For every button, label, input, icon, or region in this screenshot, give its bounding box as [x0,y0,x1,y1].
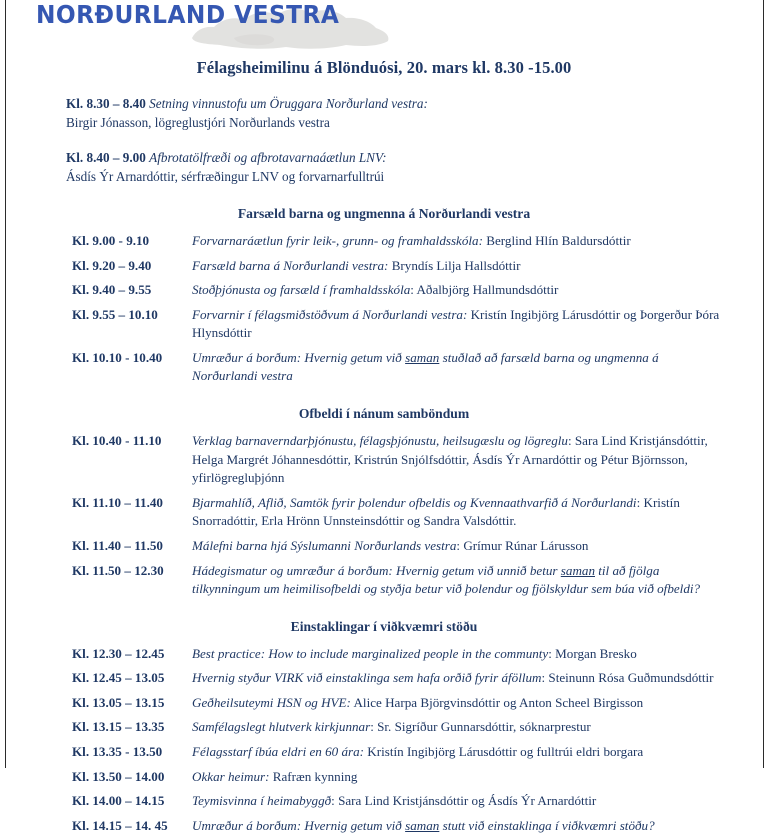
agenda-row [72,232,722,251]
intro-sessions [26,94,742,186]
session-topic-emphasis: saman [405,349,440,365]
session-speakers: Kristín Ingibjörg Lárusdóttir og Þorgerður Þóra Hlynsdóttir [192,306,720,341]
agenda-row [72,306,722,343]
session-topic: Forvarnir í félagsmiðstöðvum á Norðurlandi vestra: [192,306,468,322]
session-topic: Bjarmahlíð, Aflið, Samtök fyrir þolendur ofbeldis og Kvennaathvarfið á Norðurlandi [192,494,637,510]
session-time: Kl. 14.15 – 14. 45 [72,817,168,833]
session-time: Kl. 8.40 – 9.00 [66,150,146,165]
session-topic: Hádegismatur og umræður á borðum: Hvernig getum við unnið betur [192,562,561,578]
session-topic-emphasis: saman [560,562,595,578]
session-time: Kl. 9.00 - 9.10 [72,233,150,248]
session-topic: Forvarnaráætlun fyrir leik-, grunn- og framhaldsskóla: [192,233,483,248]
session-time: Kl. 13.50 – 14.00 [72,768,165,784]
agenda-row [72,817,722,835]
session-time: Kl. 9.20 – 9.40 [72,257,152,273]
session-description [192,349,722,386]
session-topic: Farsæld barna á Norðurlandi vestra: [192,257,389,273]
agenda-list [26,645,742,835]
session-topic: Umræður á borðum: Hvernig getum við [192,817,406,833]
agenda-row [72,645,722,664]
session-topic-emphasis: saman [405,817,440,833]
agenda-list [26,232,742,386]
agenda-row [72,669,722,688]
session-time: Kl. 12.45 – 13.05 [72,670,165,686]
session-topic: Teymisvinna í heimabyggð [192,793,332,809]
session-speakers: : Sr. Sigríður Gunnarsdóttir, sóknarprestur [370,719,591,735]
session-description [192,792,722,811]
session-topic: Okkar heimur: [192,768,270,784]
session-speakers: Birgir Jónasson, lögreglustjóri Norðurlands vestra [66,115,330,130]
session-description [192,817,722,835]
session-speakers: : Sara Lind Kristjánsdóttir, Helga Margrét Jóhannesdóttir, Kristrún Snjólfsdóttir, Ásdís Ýr Arnardóttir og Pétur Björnsson, yfirlögregluþjónn [192,433,708,486]
session-time: Kl. 13.15 – 13.35 [72,719,165,735]
agenda-row [72,768,722,787]
session-topic-cont: stuðlað að farsæld barna og ungmenna á Norðurlandi vestra [192,349,659,384]
session-topic: Hvernig styður VIRK við einstaklinga sem hafa orðið fyrir áföllum [192,670,542,686]
agenda-row [72,537,722,556]
session-topic: Samfélagslegt hlutverk kirkjunnar [192,719,371,735]
agenda-row [72,257,722,276]
agenda-row [72,562,722,599]
document-header [26,0,742,44]
session-time: Kl. 8.30 – 8.40 [66,96,146,111]
session-time: Kl. 12.30 – 12.45 [72,645,165,661]
session-topic: Geðheilsuteymi HSN og HVE: [192,694,351,710]
session-description [192,257,722,276]
session-topic-cont: stutt við einstaklinga í viðkvæmri stöðu? [439,817,655,833]
agenda-row [72,718,722,737]
section-heading: Einstaklingar í viðkvæmri stöðu [290,618,478,634]
session-time: Kl. 10.10 - 10.40 [72,349,163,365]
session-speakers: : Kristín Snorradóttir, Erla Hrönn Unnsteinsdóttir og Sandra Valsdóttir. [192,494,680,529]
session-description [192,281,722,300]
session-speakers: : Steinunn Rósa Guðmundsdóttir [541,670,714,686]
session-time: Kl. 14.00 – 14.15 [72,793,165,809]
session-description [192,743,722,762]
session-speakers: Alice Harpa Björgvinsdóttir og Anton Scheel Birgisson [350,694,644,710]
session-time: Kl. 9.55 – 10.10 [72,306,158,322]
agenda-list [26,432,742,599]
agenda-row [72,494,722,531]
session-speakers: : Aðalbjörg Hallmundsdóttir [410,282,559,298]
session-time: Kl. 11.40 – 11.50 [72,537,163,553]
session-description [192,669,722,688]
section-heading: Ofbeldi í nánum samböndum [298,406,470,422]
organization-logo: NORÐURLAND VESTRA [36,0,340,29]
session-description [192,718,722,737]
session-speakers: Ásdís Ýr Arnardóttir, sérfræðingur LNV og forvarnarfulltrúi [66,169,385,184]
session-topic: Félagsstarf íbúa eldri en 60 ára: [192,743,365,759]
section-heading: Farsæld barna og ungmenna á Norðurlandi vestra [237,206,531,221]
session-speakers: : Morgan Bresko [548,645,637,661]
session-topic: Stoðþjónusta og farsæld í framhaldsskóla [192,282,411,298]
session-time: Kl. 11.50 – 12.30 [72,562,164,578]
session-time: Kl. 13.35 - 13.50 [72,743,163,759]
agenda-row [72,281,722,300]
session-description [192,232,722,251]
session-topic: Umræður á borðum: Hvernig getum við [192,349,406,365]
session-description [192,768,722,787]
session-topic: Verklag barnaverndarþjónustu, félagsþjónustu, heilsugæslu og lögreglu [192,433,568,449]
session-speakers: : Sara Lind Kristjánsdóttir og Ásdís Ýr Arnardóttir [331,793,597,809]
session-topic: Setning vinnustofu um Öruggara Norðurland vestra: [149,96,428,111]
session-time: Kl. 11.10 – 11.40 [72,494,163,510]
session-description [192,694,722,713]
session-description [192,494,722,531]
session-description [192,432,722,488]
session-topic: Best practice: How to include marginalized people in the communty [192,645,549,661]
session-time: Kl. 9.40 – 9.55 [72,282,152,298]
session-description [192,562,722,599]
agenda-row [72,694,722,713]
session-speakers: Kristín Ingibjörg Lárusdóttir og fulltrúi eldri borgara [364,743,644,759]
session-topic: Afbrotatölfræði og afbrotavarnaáætlun LNV: [149,150,387,165]
session-description [192,306,722,343]
agenda-row [72,792,722,811]
agenda-sections [26,206,742,835]
intro-session [26,94,742,132]
session-time: Kl. 13.05 – 13.15 [72,694,165,710]
session-time: Kl. 10.40 - 11.10 [72,433,162,449]
session-description [192,537,722,556]
event-title: Félagsheimilinu á Blönduósi, 20. mars kl. 8.30 -15.00 [196,58,572,77]
intro-session [26,148,742,186]
session-topic-cont: til að fjölga tilkynningum um heimilisofbeldi og styðja betur við þolendur og fjölskyldur sem búa við ofbeldi? [192,562,701,597]
agenda-row [72,432,722,488]
agenda-row [72,349,722,386]
session-speakers: Bryndís Lilja Hallsdóttir [388,257,521,273]
session-speakers: Rafræn kynning [269,768,358,784]
agenda-row [72,743,722,762]
session-description [192,645,722,664]
session-speakers: : Grímur Rúnar Lárusson [456,537,589,553]
session-topic: Málefni barna hjá Sýslumanni Norðurlands vestra [192,537,457,553]
session-speakers: Berglind Hlín Baldursdóttir [482,233,631,248]
